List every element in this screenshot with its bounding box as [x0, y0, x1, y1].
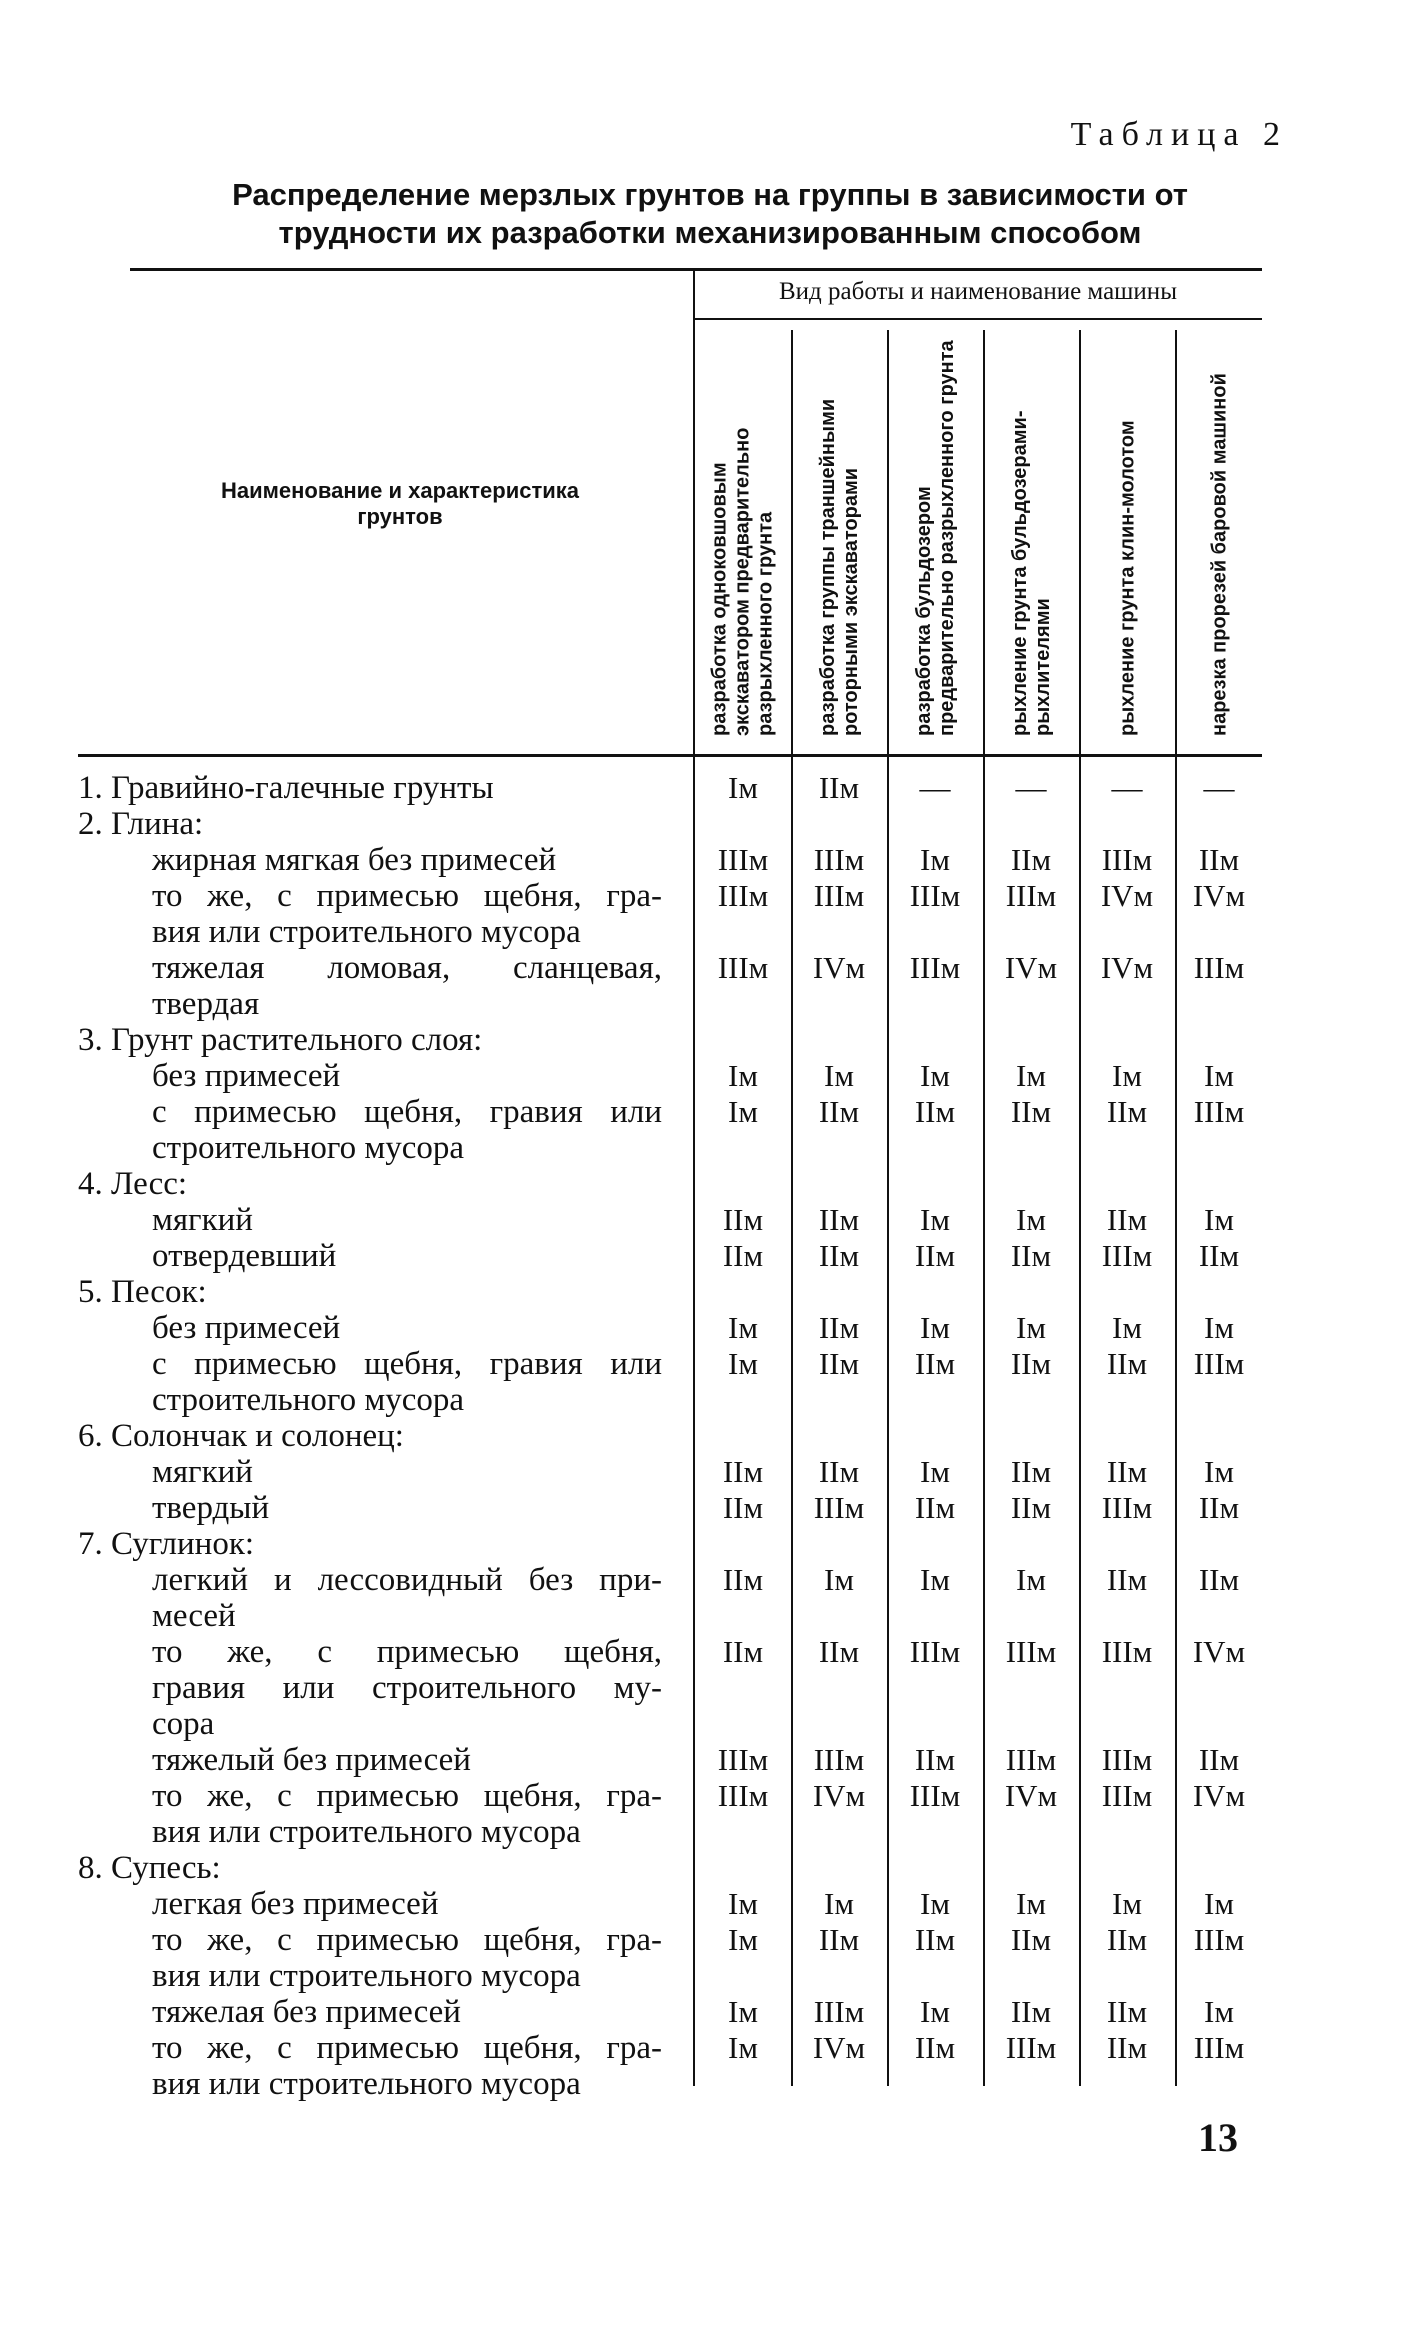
group-value: IIм — [722, 1490, 764, 1525]
soil-name: вия или строительного мусора — [152, 1814, 581, 1850]
group-value: IIм — [1198, 842, 1240, 877]
group-value: IIм — [914, 2030, 956, 2065]
table-row — [0, 914, 1414, 950]
soil-name: то же, с примесью щебня, — [152, 1634, 662, 1670]
group-value: IIм — [1010, 1490, 1052, 1525]
table-row — [0, 1130, 1414, 1166]
group-value: IIм — [818, 770, 860, 805]
table-row — [0, 1454, 1414, 1490]
soil-name: 7. Суглинок: — [78, 1526, 255, 1562]
table-row — [0, 2030, 1414, 2066]
group-value: Iм — [920, 1202, 950, 1237]
table-row — [0, 1850, 1414, 1886]
group-value: IIм — [722, 1562, 764, 1597]
soil-name: месей — [152, 1598, 236, 1634]
group-value: IIм — [914, 1238, 956, 1273]
soil-name: вия или строительного мусора — [152, 2066, 581, 2102]
group-value: IIIм — [1005, 2030, 1057, 2065]
group-value: — — [1203, 770, 1235, 805]
group-value: IIм — [914, 1742, 956, 1777]
table-row — [0, 1202, 1414, 1238]
group-value: IIм — [818, 1634, 860, 1669]
soil-name: 3. Грунт растительного слоя: — [78, 1022, 483, 1058]
soil-name: строительного мусора — [152, 1382, 465, 1418]
group-value: IIм — [1106, 1994, 1148, 2029]
soil-name: 6. Солончак и солонец: — [78, 1418, 404, 1454]
group-value: IIIм — [1193, 1094, 1245, 1129]
soil-name: то же, с примесью щебня, гра- — [152, 1778, 662, 1814]
group-value: Iм — [1016, 1886, 1046, 1921]
soil-name: легкая без примесей — [152, 1886, 439, 1922]
name-column-header-line-1: Наименование и характеристика — [220, 478, 580, 503]
column-header-2 — [792, 328, 888, 744]
group-value: Iм — [1204, 1058, 1234, 1093]
group-value: Iм — [1112, 1886, 1142, 1921]
group-value: Iм — [728, 1094, 758, 1129]
group-value: IIIм — [717, 950, 769, 985]
group-value: IIм — [1106, 1562, 1148, 1597]
table-row — [0, 950, 1414, 986]
table-row — [0, 1958, 1414, 1994]
group-value: IIм — [1010, 1238, 1052, 1273]
group-value: IIIм — [1101, 1634, 1153, 1669]
group-value: Iм — [1016, 1202, 1046, 1237]
soil-name: сора — [152, 1706, 215, 1742]
table-row — [0, 1022, 1414, 1058]
name-column-header — [130, 478, 670, 530]
group-value: IVм — [812, 1778, 866, 1813]
group-value: IIIм — [1193, 2030, 1245, 2065]
group-value: IIIм — [1005, 1742, 1057, 1777]
group-value: IIм — [1198, 1742, 1240, 1777]
group-value: IIIм — [1101, 1238, 1153, 1273]
table-row — [0, 1094, 1414, 1130]
group-value: — — [1111, 770, 1143, 805]
column-header-3 — [888, 328, 984, 744]
column-header-6-text: нарезка прорезей баровой машиной — [1208, 373, 1231, 736]
group-value: IIIм — [1101, 842, 1153, 877]
group-value: IIIм — [813, 1490, 865, 1525]
group-value: IIIм — [717, 878, 769, 913]
group-value: — — [919, 770, 951, 805]
group-value: IIIм — [1101, 1742, 1153, 1777]
group-value: IIм — [1106, 1922, 1148, 1957]
group-value: IIм — [1106, 1346, 1148, 1381]
group-value: IIм — [1010, 1454, 1052, 1489]
soil-name: легкий и лессовидный без при- — [152, 1562, 662, 1598]
table-row — [0, 1274, 1414, 1310]
group-value: IIIм — [717, 1778, 769, 1813]
table-row — [0, 2066, 1414, 2102]
column-header-4-text: рыхление грунта бульдозерами-рыхлителями — [1009, 410, 1054, 736]
group-value: Iм — [1204, 1454, 1234, 1489]
table-row — [0, 878, 1414, 914]
table-row — [0, 1886, 1414, 1922]
group-value: IVм — [1192, 878, 1246, 913]
group-value: IIм — [1198, 1238, 1240, 1273]
soil-name: отвердевший — [152, 1238, 337, 1274]
group-value: IIм — [1198, 1490, 1240, 1525]
soil-name: тяжелая без примесей — [152, 1994, 461, 2030]
name-column-header-line-2: грунтов — [357, 504, 443, 529]
group-value: — — [1015, 770, 1047, 805]
group-value: Iм — [824, 1562, 854, 1597]
soil-name: без примесей — [152, 1058, 341, 1094]
group-value: Iм — [920, 1562, 950, 1597]
table-row — [0, 1994, 1414, 2030]
group-value: Iм — [920, 842, 950, 877]
table-row — [0, 1706, 1414, 1742]
table-row — [0, 1310, 1414, 1346]
group-value: IIм — [818, 1094, 860, 1129]
group-value: IIм — [914, 1094, 956, 1129]
group-value: Iм — [920, 1886, 950, 1921]
group-value: Iм — [728, 1886, 758, 1921]
soil-name: с примесью щебня, гравия или — [152, 1346, 662, 1382]
soil-name: твердый — [152, 1490, 270, 1526]
soil-name: 2. Глина: — [78, 806, 204, 842]
group-value: IIм — [1010, 842, 1052, 877]
group-value: IIм — [818, 1454, 860, 1489]
group-value: IIм — [818, 1346, 860, 1381]
soil-name: то же, с примесью щебня, гра- — [152, 878, 662, 914]
group-value: IVм — [1100, 950, 1154, 985]
table-row — [0, 1058, 1414, 1094]
soil-name: 5. Песок: — [78, 1274, 207, 1310]
group-value: Iм — [1204, 1310, 1234, 1345]
column-header-1 — [694, 328, 792, 744]
soil-name: без примесей — [152, 1310, 341, 1346]
table-row — [0, 1418, 1414, 1454]
table-row — [0, 1166, 1414, 1202]
column-header-5-text: рыхление грунта клин-молотом — [1116, 420, 1139, 736]
group-value: IIIм — [1101, 1778, 1153, 1813]
soil-name: 8. Супесь: — [78, 1850, 221, 1886]
group-value: Iм — [824, 1886, 854, 1921]
table-row — [0, 1382, 1414, 1418]
group-value: IIм — [818, 1922, 860, 1957]
table-top-rule — [130, 268, 1262, 271]
group-value: IIм — [818, 1238, 860, 1273]
table-row — [0, 986, 1414, 1022]
group-value: IIIм — [813, 1742, 865, 1777]
group-value: Iм — [1016, 1058, 1046, 1093]
group-value: IIм — [1106, 1094, 1148, 1129]
group-value: IVм — [1004, 1778, 1058, 1813]
group-value: Iм — [728, 1346, 758, 1381]
group-value: IIм — [722, 1238, 764, 1273]
group-value: Iм — [920, 1310, 950, 1345]
group-value: IIм — [1010, 1994, 1052, 2029]
group-value: IIм — [1106, 1454, 1148, 1489]
group-value: Iм — [920, 1994, 950, 2029]
group-value: Iм — [1204, 1202, 1234, 1237]
table-row — [0, 770, 1414, 806]
group-value: IIIм — [909, 950, 961, 985]
group-value: IVм — [1100, 878, 1154, 913]
group-value: IIм — [1198, 1562, 1240, 1597]
soil-name: вия или строительного мусора — [152, 1958, 581, 1994]
group-value: IIм — [1106, 1202, 1148, 1237]
group-value: Iм — [1204, 1886, 1234, 1921]
soil-name: тяжелая ломовая, сланцевая, — [152, 950, 662, 986]
group-value: IIм — [722, 1202, 764, 1237]
column-header-2-text: разработка группы траншейными роторными экскаваторами — [817, 398, 862, 736]
group-value: IIм — [1010, 1094, 1052, 1129]
group-value: IIIм — [1005, 1634, 1057, 1669]
group-value: Iм — [728, 1922, 758, 1957]
soil-name: то же, с примесью щебня, гра- — [152, 2030, 662, 2066]
column-header-3-text: разработка бульдозером предварительно разрыхленного грунта — [913, 340, 958, 736]
group-value: IVм — [812, 950, 866, 985]
table-row — [0, 1238, 1414, 1274]
group-value: Iм — [728, 770, 758, 805]
group-value: IIм — [914, 1922, 956, 1957]
soil-name: мягкий — [152, 1202, 253, 1238]
group-value: Iм — [1112, 1310, 1142, 1345]
group-column-header: Вид работы и наименование машины — [779, 278, 1177, 305]
group-value: IIм — [818, 1202, 860, 1237]
table-number: Таблица 2 — [1070, 116, 1288, 153]
soil-name: то же, с примесью щебня, гра- — [152, 1922, 662, 1958]
table-row — [0, 1598, 1414, 1634]
soil-name: 1. Гравийно-галечные грунты — [78, 770, 494, 806]
group-value: IIм — [914, 1490, 956, 1525]
group-value: IIм — [722, 1634, 764, 1669]
group-value: IIIм — [1193, 1922, 1245, 1957]
column-header-6 — [1176, 328, 1264, 744]
soil-name: строительного мусора — [152, 1130, 465, 1166]
table-row — [0, 1814, 1414, 1850]
group-value: Iм — [1016, 1562, 1046, 1597]
table-body — [0, 770, 1414, 2102]
table-row — [0, 1562, 1414, 1598]
group-value: Iм — [1016, 1310, 1046, 1345]
group-value: IIIм — [1101, 1490, 1153, 1525]
page-number: 13 — [1198, 2115, 1238, 2160]
group-value: Iм — [920, 1454, 950, 1489]
group-value: IVм — [1192, 1634, 1246, 1669]
group-value: IIм — [818, 1310, 860, 1345]
soil-name: вия или строительного мусора — [152, 914, 581, 950]
group-value: IIIм — [1193, 1346, 1245, 1381]
group-value: IIм — [1010, 1922, 1052, 1957]
table-row — [0, 1778, 1414, 1814]
soil-name: 4. Лесс: — [78, 1166, 188, 1202]
table-row — [0, 1670, 1414, 1706]
group-value: Iм — [1112, 1058, 1142, 1093]
group-value: Iм — [728, 1310, 758, 1345]
group-value: Iм — [728, 2030, 758, 2065]
group-value: IIм — [722, 1454, 764, 1489]
soil-name: мягкий — [152, 1454, 253, 1490]
soil-name: жирная мягкая без примесей — [152, 842, 557, 878]
header-bottom-rule — [78, 754, 1262, 757]
group-value: IIIм — [1005, 878, 1057, 913]
column-header-5 — [1080, 328, 1176, 744]
group-value: IIм — [1106, 2030, 1148, 2065]
group-value: IIIм — [813, 1994, 865, 2029]
group-value: IIIм — [1193, 950, 1245, 985]
group-value: Iм — [824, 1058, 854, 1093]
group-value: IIIм — [909, 878, 961, 913]
column-header-4 — [984, 328, 1080, 744]
group-value: IIм — [914, 1346, 956, 1381]
column-header-1-text: разработка одноковшовым экскаватором предварительно разрыхленного грунта — [708, 427, 777, 736]
group-value: Iм — [728, 1058, 758, 1093]
group-value: IIIм — [813, 842, 865, 877]
group-value: IVм — [1004, 950, 1058, 985]
group-value: Iм — [920, 1058, 950, 1093]
group-value: IIIм — [717, 1742, 769, 1777]
soil-name: тяжелый без примесей — [152, 1742, 471, 1778]
table-title — [150, 176, 1270, 252]
soil-name: твердая — [152, 986, 260, 1022]
group-value: Iм — [1204, 1994, 1234, 2029]
table-title-line-2: трудности их разработки механизированным способом — [278, 215, 1142, 250]
table-row — [0, 842, 1414, 878]
table-row — [0, 806, 1414, 842]
table-row — [0, 1490, 1414, 1526]
table-row — [0, 1526, 1414, 1562]
group-value: IIIм — [909, 1778, 961, 1813]
group-value: IIIм — [909, 1634, 961, 1669]
group-value: Iм — [728, 1994, 758, 2029]
group-value: IIIм — [717, 842, 769, 877]
table-row — [0, 1742, 1414, 1778]
group-header-rule — [694, 318, 1262, 320]
table-row — [0, 1922, 1414, 1958]
soil-name: с примесью щебня, гравия или — [152, 1094, 662, 1130]
group-value: IVм — [812, 2030, 866, 2065]
table-title-line-1: Распределение мерзлых грунтов на группы в зависимости от — [232, 177, 1188, 212]
table-row — [0, 1346, 1414, 1382]
group-value: IVм — [1192, 1778, 1246, 1813]
soil-name: гравия или строительного му- — [152, 1670, 662, 1706]
group-value: IIIм — [813, 878, 865, 913]
group-value: IIм — [1010, 1346, 1052, 1381]
table-row — [0, 1634, 1414, 1670]
